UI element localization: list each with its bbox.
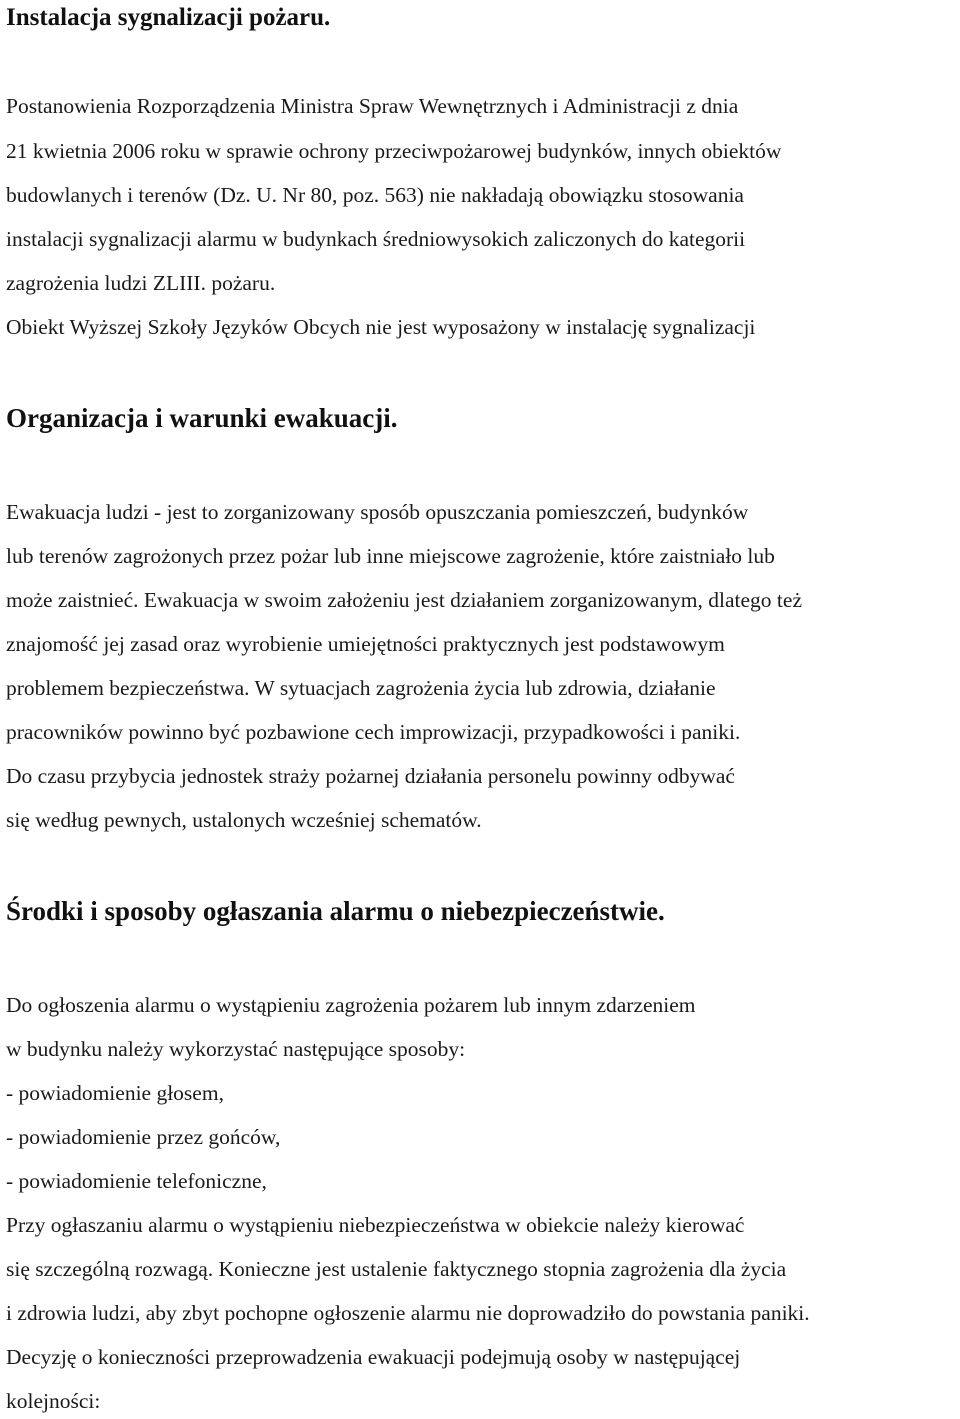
paragraph-line: znajomość jej zasad oraz wyrobienie umiejętności praktycznych jest podstawowym xyxy=(6,632,725,656)
paragraph-line: i zdrowia ludzi, aby zbyt pochopne ogłoszenie alarmu nie doprowadziło do powstania paniki. xyxy=(6,1301,810,1325)
paragraph-line: 21 kwietnia 2006 roku w sprawie ochrony przeciwpożarowej budynków, innych obiektów xyxy=(6,139,782,163)
paragraph-line: się według pewnych, ustalonych wcześniej schematów. xyxy=(6,808,482,832)
paragraph-line: Postanowienia Rozporządzenia Ministra Spraw Wewnętrznych i Administracji z dnia xyxy=(6,94,739,118)
paragraph-line: Decyzję o konieczności przeprowadzenia ewakuacji podejmują osoby w następującej xyxy=(6,1345,741,1369)
paragraph-line: może zaistnieć. Ewakuacja w swoim założeniu jest działaniem zorganizowanym, dlatego też xyxy=(6,588,802,612)
paragraph-line: problemem bezpieczeństwa. W sytuacjach zagrożenia życia lub zdrowia, działanie xyxy=(6,676,716,700)
paragraph-line: się szczególną rozwagą. Konieczne jest ustalenie faktycznego stopnia zagrożenia dla życia xyxy=(6,1257,787,1281)
list-item: - powiadomienie przez gońców, xyxy=(6,1125,281,1149)
paragraph-line: Obiekt Wyższej Szkoły Języków Obcych nie jest wyposażony w instalację sygnalizacji xyxy=(6,315,756,339)
paragraph-line: kolejności: xyxy=(6,1389,101,1413)
paragraph-line: Do ogłoszenia alarmu o wystąpieniu zagrożenia pożarem lub innym zdarzeniem xyxy=(6,993,696,1017)
paragraph-line: lub terenów zagrożonych przez pożar lub inne miejscowe zagrożenie, które zaistniało lub xyxy=(6,544,775,568)
paragraph-line: zagrożenia ludzi ZLIII. pożaru. xyxy=(6,271,276,295)
list-item: - powiadomienie telefoniczne, xyxy=(6,1169,267,1193)
page-title: Instalacja sygnalizacji pożaru. xyxy=(6,4,331,31)
paragraph-line: instalacji sygnalizacji alarmu w budynkach średniowysokich zaliczonych do kategorii xyxy=(6,227,746,251)
paragraph-line: w budynku należy wykorzystać następujące sposoby: xyxy=(6,1037,466,1061)
paragraph-line: Ewakuacja ludzi - jest to zorganizowany sposób opuszczania pomieszczeń, budynków xyxy=(6,500,749,524)
section-heading-evacuation: Organizacja i warunki ewakuacji. xyxy=(6,403,398,433)
paragraph-line: budowlanych i terenów (Dz. U. Nr 80, poz. 563) nie nakładają obowiązku stosowania xyxy=(6,183,744,207)
section-heading-alarm-methods: Środki i sposoby ogłaszania alarmu o niebezpieczeństwie. xyxy=(6,896,665,926)
paragraph-line: Przy ogłaszaniu alarmu o wystąpieniu niebezpieczeństwa w obiekcie należy kierować xyxy=(6,1213,745,1237)
paragraph-line: pracowników powinno być pozbawione cech improwizacji, przypadkowości i paniki. xyxy=(6,720,741,744)
list-item: - powiadomienie głosem, xyxy=(6,1081,224,1105)
paragraph-line: Do czasu przybycia jednostek straży pożarnej działania personelu powinny odbywać xyxy=(6,764,735,788)
